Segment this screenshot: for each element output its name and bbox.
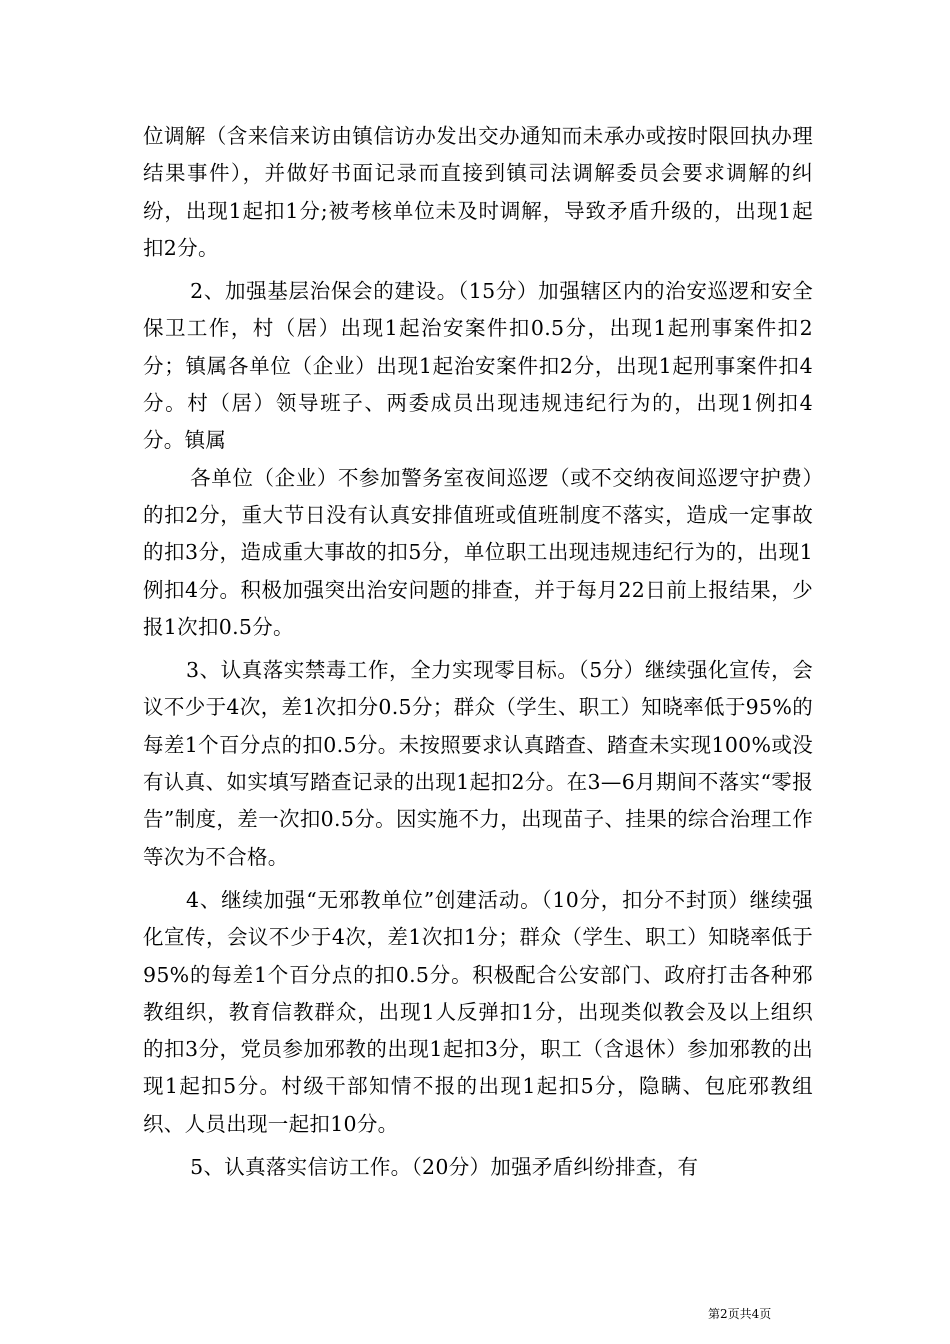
paragraph-item-2-continued: 各单位（企业）不参加警务室夜间巡逻（或不交纳夜间巡逻守护费）的扣2分，重大节日没有认真安排值班或值班制度不落实，造成一定事故的扣3分，造成重大事故的扣5分，单位职工出现违规违纪行为的，出现1例扣4分。积极加强突出治安问题的排查，并于每月22日前上报结果，少报1次扣0.5分。 [143, 465, 813, 639]
paragraph-item-5: 5、认真落实信访工作。（20分）加强矛盾纠纷排查，有 [190, 1155, 699, 1180]
paragraph-item-4: 4、继续加强“无邪教单位”创建活动。（10分，扣分不封顶）继续强化宣传，会议不少于4次，差1次扣1分；群众（学生、职工）知晓率低于95%的每差1个百分点的扣0.5分。积极配合公安部门、政府打击各种邪教组织，教育信教群众，出现1人反弹扣1分，出现类似教会及以上组织的扣3分，党员参加邪教的出现1起扣3分，职工（含退休）参加邪教的出现1起扣5分。村级干部知情不报的出现1起扣5分，隐瞒、包庇邪教组织、人员出现一起扣10分。 [143, 887, 813, 1136]
paragraph-item-2: 2、加强基层治保会的建设。（15分）加强辖区内的治安巡逻和安全保卫工作，村（居）出现1起治安案件扣0.5分，出现1起刑事案件扣2分；镇属各单位（企业）出现1起治安案件扣2分，出现1起刑事案件扣4分。村（居）领导班子、两委成员出现违规违纪行为的，出现1例扣4分。镇属 [143, 279, 813, 453]
document-body [143, 118, 813, 1186]
paragraph-item-3: 3、认真落实禁毒工作，全力实现零目标。（5分）继续强化宣传，会议不少于4次，差1次扣分0.5分；群众（学生、职工）知晓率低于95%的每差1个百分点的扣0.5分。未按照要求认真踏查、踏查未实现100%或没有认真、如实填写踏查记录的出现1起扣2分。在3—6月期间不落实“零报告”制度，差一次扣0.5分。因实施不力，出现苗子、挂果的综合治理工作等次为不合格。 [143, 658, 813, 869]
paragraph-continuation: 位调解（含来信来访由镇信访办发出交办通知而未承办或按时限回执办理结果事件），并做好书面记录而直接到镇司法调解委员会要求调解的纠纷，出现1起扣1分;被考核单位未及时调解，导致矛盾升级的，出现1起扣2分。 [143, 124, 813, 260]
page-number-footer: 第2页共4页 [708, 1307, 772, 1321]
